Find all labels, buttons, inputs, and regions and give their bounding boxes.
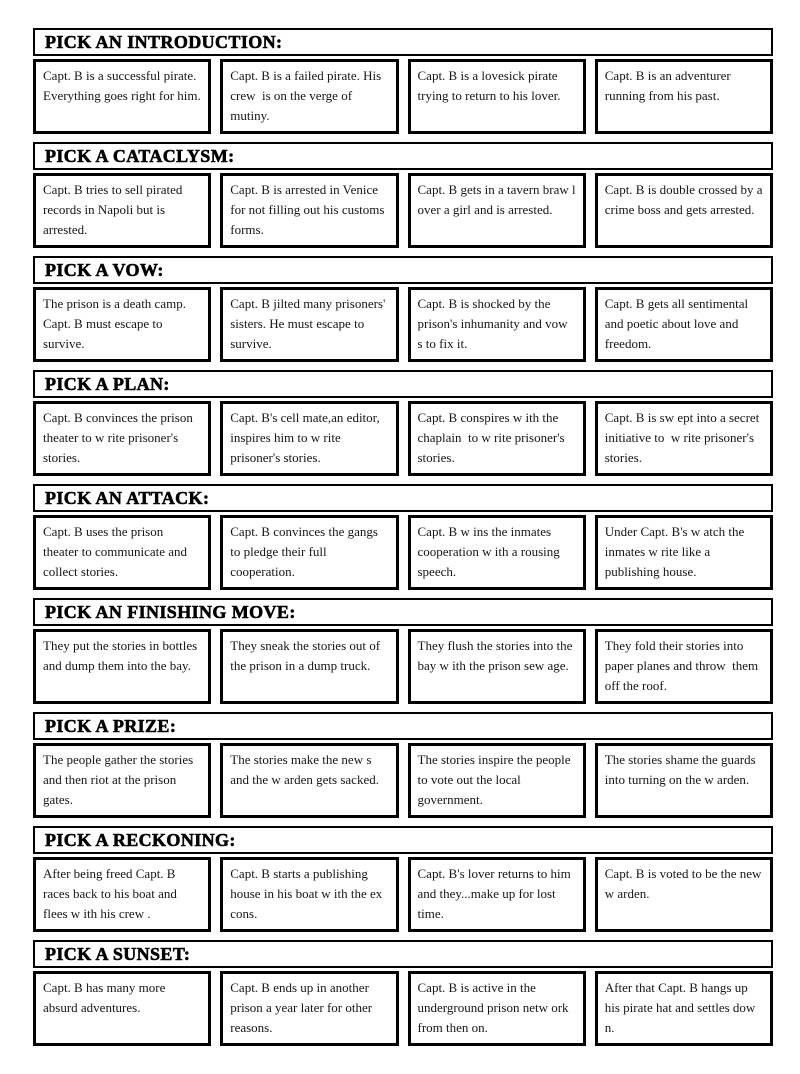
option-card-row <box>33 857 773 932</box>
option-card <box>408 401 586 476</box>
option-card <box>408 59 586 134</box>
section <box>33 28 773 134</box>
option-card-text: Under Capt. B's w atch the inmates w rite like a publishing house. <box>604 524 748 579</box>
option-card <box>220 515 398 590</box>
option-card-row <box>33 59 773 134</box>
section-title: PICK A RECKONING: <box>45 830 236 850</box>
section-title: PICK AN FINISHING MOVE: <box>45 602 296 622</box>
option-card <box>220 971 398 1046</box>
worksheet <box>33 28 773 1046</box>
option-card-text: Capt. B w ins the inmates cooperation w ith a rousing speech. <box>417 524 563 579</box>
option-card <box>220 173 398 248</box>
section-header <box>33 598 773 626</box>
option-card-text: Capt. B's cell mate,an editor, inspires him to w rite prisoner's stories. <box>230 410 383 465</box>
option-card <box>595 857 773 932</box>
option-card-row <box>33 629 773 704</box>
section <box>33 370 773 476</box>
option-card <box>220 59 398 134</box>
section-header <box>33 826 773 854</box>
section-header <box>33 484 773 512</box>
section-header <box>33 142 773 170</box>
option-card <box>33 287 211 362</box>
option-card <box>595 59 773 134</box>
option-card-text: Capt. B is a successful pirate. Everything goes right for him. <box>43 68 201 103</box>
section-title: PICK A PLAN: <box>45 374 170 394</box>
option-card <box>33 173 211 248</box>
option-card-row <box>33 971 773 1046</box>
option-card <box>220 629 398 704</box>
option-card-text: Capt. B is arrested in Venice for not filling out his customs forms. <box>230 182 388 237</box>
option-card-text: Capt. B jilted many prisoners' sisters. He must escape to survive. <box>230 296 389 351</box>
option-card-text: They sneak the stories out of the prison in a dump truck. <box>230 638 384 673</box>
option-card-text: The stories make the new s and the w arden gets sacked. <box>230 752 379 787</box>
option-card-text: The prison is a death camp. Capt. B must escape to survive. <box>43 296 193 351</box>
option-card-text: Capt. B conspires w ith the chaplain to w rite prisoner's stories. <box>417 410 568 465</box>
option-card-text: Capt. B convinces the prison theater to w rite prisoner's stories. <box>43 410 197 465</box>
option-card-text: Capt. B is active in the underground prison netw ork from then on. <box>417 980 572 1035</box>
option-card <box>33 629 211 704</box>
section <box>33 826 773 932</box>
option-card <box>33 59 211 134</box>
option-card <box>408 287 586 362</box>
option-card-text: The people gather the stories and then riot at the prison gates. <box>43 752 197 807</box>
section-header <box>33 28 773 56</box>
section-header <box>33 370 773 398</box>
option-card <box>33 857 211 932</box>
section <box>33 142 773 248</box>
option-card-text: After being freed Capt. B races back to his boat and flees w ith his crew . <box>43 866 181 921</box>
option-card-text: The stories inspire the people to vote out the local government. <box>417 752 574 807</box>
option-card <box>220 743 398 818</box>
option-card-row <box>33 401 773 476</box>
option-card <box>595 629 773 704</box>
section-header <box>33 712 773 740</box>
section-title: PICK AN ATTACK: <box>45 488 210 508</box>
option-card-text: Capt. B is a lovesick pirate trying to return to his lover. <box>417 68 561 103</box>
option-card-text: Capt. B is double crossed by a crime boss and gets arrested. <box>604 182 766 217</box>
section-title: PICK A PRIZE: <box>45 716 177 736</box>
option-card-text: Capt. B starts a publishing house in his boat w ith the ex cons. <box>230 866 386 921</box>
option-card <box>595 401 773 476</box>
option-card-text: Capt. B uses the prison theater to communicate and collect stories. <box>43 524 191 579</box>
option-card-text: They fold their stories into paper planes and throw them off the roof. <box>604 638 762 693</box>
section-header <box>33 256 773 284</box>
option-card-text: They flush the stories into the bay w ith the prison sew age. <box>417 638 576 673</box>
option-card-row <box>33 515 773 590</box>
option-card <box>408 173 586 248</box>
option-card-text: Capt. B gets all sentimental and poetic about love and freedom. <box>604 296 752 351</box>
option-card-text: Capt. B is shocked by the prison's inhumanity and vow s to fix it. <box>417 296 571 351</box>
option-card <box>33 515 211 590</box>
option-card <box>408 743 586 818</box>
section <box>33 940 773 1046</box>
option-card-text: Capt. B convinces the gangs to pledge their full cooperation. <box>230 524 382 579</box>
section <box>33 712 773 818</box>
option-card <box>595 287 773 362</box>
option-card-text: Capt. B tries to sell pirated records in Napoli but is arrested. <box>43 182 186 237</box>
option-card-text: Capt. B is a failed pirate. His crew is on the verge of mutiny. <box>230 68 385 123</box>
option-card-text: They put the stories in bottles and dump them into the bay. <box>43 638 201 673</box>
section-title: PICK A SUNSET: <box>45 944 191 964</box>
option-card <box>408 971 586 1046</box>
option-card <box>33 401 211 476</box>
option-card <box>408 857 586 932</box>
section <box>33 484 773 590</box>
option-card-text: Capt. B's lover returns to him and they...make up for lost time. <box>417 866 575 921</box>
option-card <box>408 629 586 704</box>
section-header <box>33 940 773 968</box>
section-title: PICK AN INTRODUCTION: <box>45 32 283 52</box>
option-card-text: Capt. B ends up in another prison a year later for other reasons. <box>230 980 376 1035</box>
option-card <box>595 971 773 1046</box>
section <box>33 598 773 704</box>
option-card <box>220 287 398 362</box>
option-card-text: Capt. B has many more absurd adventures. <box>43 980 169 1015</box>
option-card <box>595 743 773 818</box>
option-card-text: Capt. B is voted to be the new w arden. <box>604 866 768 901</box>
option-card-row <box>33 743 773 818</box>
section-title: PICK A CATACLYSM: <box>45 146 235 166</box>
option-card <box>33 971 211 1046</box>
section-title: PICK A VOW: <box>45 260 164 280</box>
option-card <box>33 743 211 818</box>
option-card <box>595 515 773 590</box>
option-card <box>595 173 773 248</box>
option-card-text: Capt. B is an adventurer running from his past. <box>604 68 734 103</box>
option-card-text: After that Capt. B hangs up his pirate hat and settles dow n. <box>604 980 759 1035</box>
option-card-row <box>33 287 773 362</box>
option-card-row <box>33 173 773 248</box>
option-card-text: Capt. B is sw ept into a secret initiative to w rite prisoner's stories. <box>604 410 763 465</box>
option-card-text: The stories shame the guards into turning on the w arden. <box>604 752 759 787</box>
option-card <box>408 515 586 590</box>
option-card-text: Capt. B gets in a tavern braw l over a girl and is arrested. <box>417 182 579 217</box>
option-card <box>220 401 398 476</box>
option-card <box>220 857 398 932</box>
section <box>33 256 773 362</box>
